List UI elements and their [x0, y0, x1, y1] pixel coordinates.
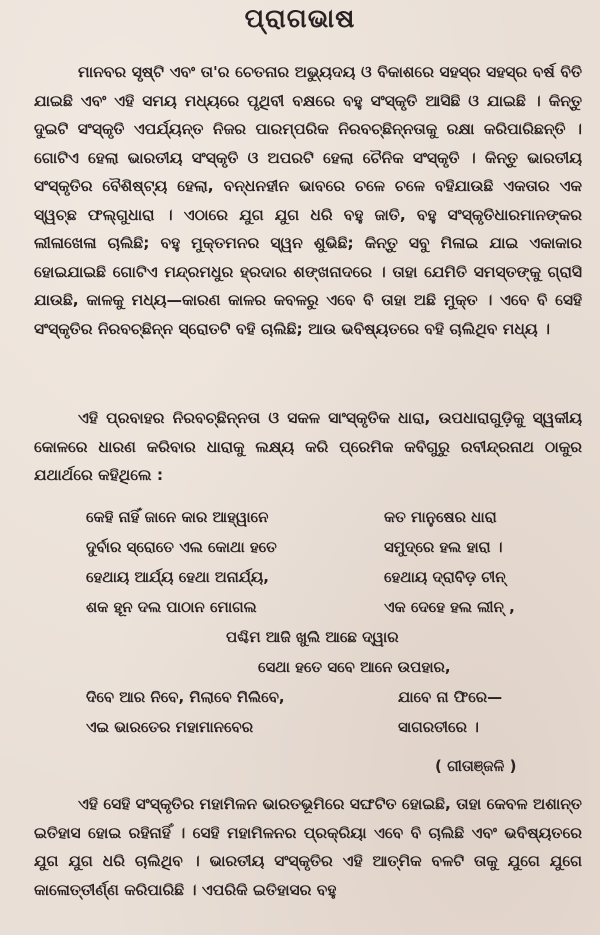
poem-line-5-left: ଦିବେ ଆର ନିବେ, ମିଲାବେ ମିଲିବେ,	[86, 688, 285, 706]
poem-line-6-left: ଏଇ ଭାରତେର ମହାମାନବେର	[86, 718, 254, 736]
poem-center-line-2: ସେଥା ହତେ ସବେ ଆନେ ଉପହାର,	[258, 658, 451, 676]
poem-line-4-left: ଶକ ହୂନ ଦଲ ପାଠାନ ମୋଗଲ	[86, 598, 257, 616]
poem-line-5-right: ଯାବେ ନା ଫିରେ—	[398, 688, 503, 706]
poem-line-1-left: କେହି ନାହିଁ ଜାନେ କାର ଆହ୍ୱାନେ	[86, 508, 269, 526]
poem-line-6-right: ସାଗରତୀରେ ।	[398, 718, 479, 736]
poem-line-3-right: ହେଥାୟ ଦ୍ରାବିଡ଼ ଚୀନ୍	[384, 568, 506, 586]
paragraph-closing: ଏହି ସେହି ସଂସ୍କୃତିର ମହାମିଳନ ଭାରତଭୂମିରେ ସଙ୍ଘଟିତ ହୋଇଛି, ତାହା କେବଳ ଅଶାନ୍ତ ଇତିହାସ ହୋଇ ରହିନାହିଁ । ସେହି ମହାମିଳନର ପ୍ରକ୍ରିୟା ଏବେ ବି ଚାଲିଛି ଏବଂ ଭବିଷ୍ୟତରେ ଯୁଗ ଯୁଗ ଧରି ଚାଲିଥିବ । ଭାରତୀୟ ସଂସ୍କୃତିର ଏହି ଆତ୍ମିକ ବଳଟି ତାକୁ ଯୁଗେ ଯୁଗେ କାଳୋତ୍ତୀର୍ଣ୍ଣ କରିପାରିଛି । ଏପରିକି ଇତିହାସର ବହୁ	[34, 795, 582, 899]
poem-line-2-right: ସମୁଦ୍ରେ ହଲ ହାରା ।	[384, 538, 503, 556]
poem-center-line-1: ପଶ୍ଚିମ ଆଜି ଖୁଲି ଆଛେ ଦ୍ୱାର	[226, 628, 399, 646]
paragraph-intro: ମାନବର ସୃଷ୍ଟି ଏବଂ ତା'ର ଚେତନାର ଅଭ୍ୟୁଦୟ ଓ ବିକାଶରେ ସହସ୍ର ସହସ୍ର ବର୍ଷ ବିତି ଯାଇଛି ଏବଂ ଏହି ସମୟ ମଧ୍ୟରେ ପୃଥିବୀ ବକ୍ଷରେ ବହୁ ସଂସ୍କୃତି ଆସିଛି ଓ ଯାଇଛି । କିନ୍ତୁ ଦୁଇଟି ସଂସ୍କୃତି ଏପର୍ଯ୍ୟନ୍ତ ନିଜର ପାରମ୍ପରିକ ନିରବଚ୍ଛିନ୍ନତାକୁ ରକ୍ଷା କରିପାରିଛନ୍ତି । ଗୋଟିଏ ହେଲା ଭାରତୀୟ ସଂସ୍କୃତି ଓ ଅପରଟି ହେଲା ଚୈନିକ ସଂସ୍କୃତି । କିନ୍ତୁ ଭାରତୀୟ ସଂସ୍କୃତିର ବୈଶିଷ୍ଟ୍ୟ ହେଲା, ବନ୍ଧନହୀନ ଭାବରେ ଚଳେ ଚଳେ ବହିଯାଉଛି ଏକତାର ଏକ ସ୍ୱଚ୍ଛ ଫଲ୍ଗୁଧାରା । ଏଠାରେ ଯୁଗ ଯୁଗ ଧରି ବହୁ ଜାତି, ବହୁ ସଂସ୍କୃତିଧାରମାନଙ୍କର ଲୀଳାଖେଳା ଚାଲିଛି; ବହୁ ମୁକ୍ତମନର ସ୍ୱନ ଶୁଭିଛି; କିନ୍ତୁ ସବୁ ମିଳାଇ ଯାଇ ଏକାକାର ହୋଇଯାଇଛି ଗୋଟିଏ ମନ୍ଦ୍ରମଧୁର ହ୍ରଦାର ଶଙ୍ଖନାଦରେ । ତାହା ଯେମିତି ସମସ୍ତଙ୍କୁ ଗ୍ରାସି ଯାଉଛି, କାଳକୁ ମଧ୍ୟ—କାରଣ କାଳର କବଳରୁ ଏବେ ବି ତାହା ଅଛି ମୁକ୍ତ । ଏବେ ବି ସେହି ସଂସ୍କୃତିର ନିରବଚ୍ଛିନ୍ନ ସ୍ରୋତଟି ବହି ଚାଲିଛି; ଆଉ ଭବିଷ୍ୟତରେ ବହି ଚାଲିଥିବ ମଧ୍ୟ ।	[34, 63, 582, 338]
poem-line-4-right: ଏକ ଦେହେ ହଲ ଲୀନ୍ ,	[384, 598, 515, 616]
paragraph-tagore-intro: ଏହି ପ୍ରବାହର ନିରବଚ୍ଛିନ୍ନତା ଓ ସକଳ ସାଂସ୍କୃତିକ ଧାରା, ଉପଧାରାଗୁଡ଼ିକୁ ସ୍ୱକୀୟ କୋଳରେ ଧାରଣ କରିବାର ଧାରାକୁ ଲକ୍ଷ୍ୟ କରି ପ୍ରେମିକ କବିଗୁରୁ ରବୀନ୍ଦ୍ରନାଥ ଠାକୁର ଯଥାର୍ଥରେ କହିଥିଲେ :	[34, 409, 582, 484]
poem-line-2-left: ଦୁର୍ବାର ସ୍ରୋତେ ଏଲ କୋଥା ହତେ	[86, 538, 277, 556]
poem-credit: ( ଗୀତାଞ୍ଜଳି )	[435, 757, 517, 775]
page-title: ପ୍ରାଗଭାଷ	[244, 4, 356, 34]
poem-line-1-right: କତ ମାନୁଷେର ଧାରା	[384, 508, 497, 526]
poem-line-3-left: ହେଥାୟ ଆର୍ଯ୍ୟ ହେଥା ଅନାର୍ଯ୍ୟ,	[86, 568, 269, 586]
